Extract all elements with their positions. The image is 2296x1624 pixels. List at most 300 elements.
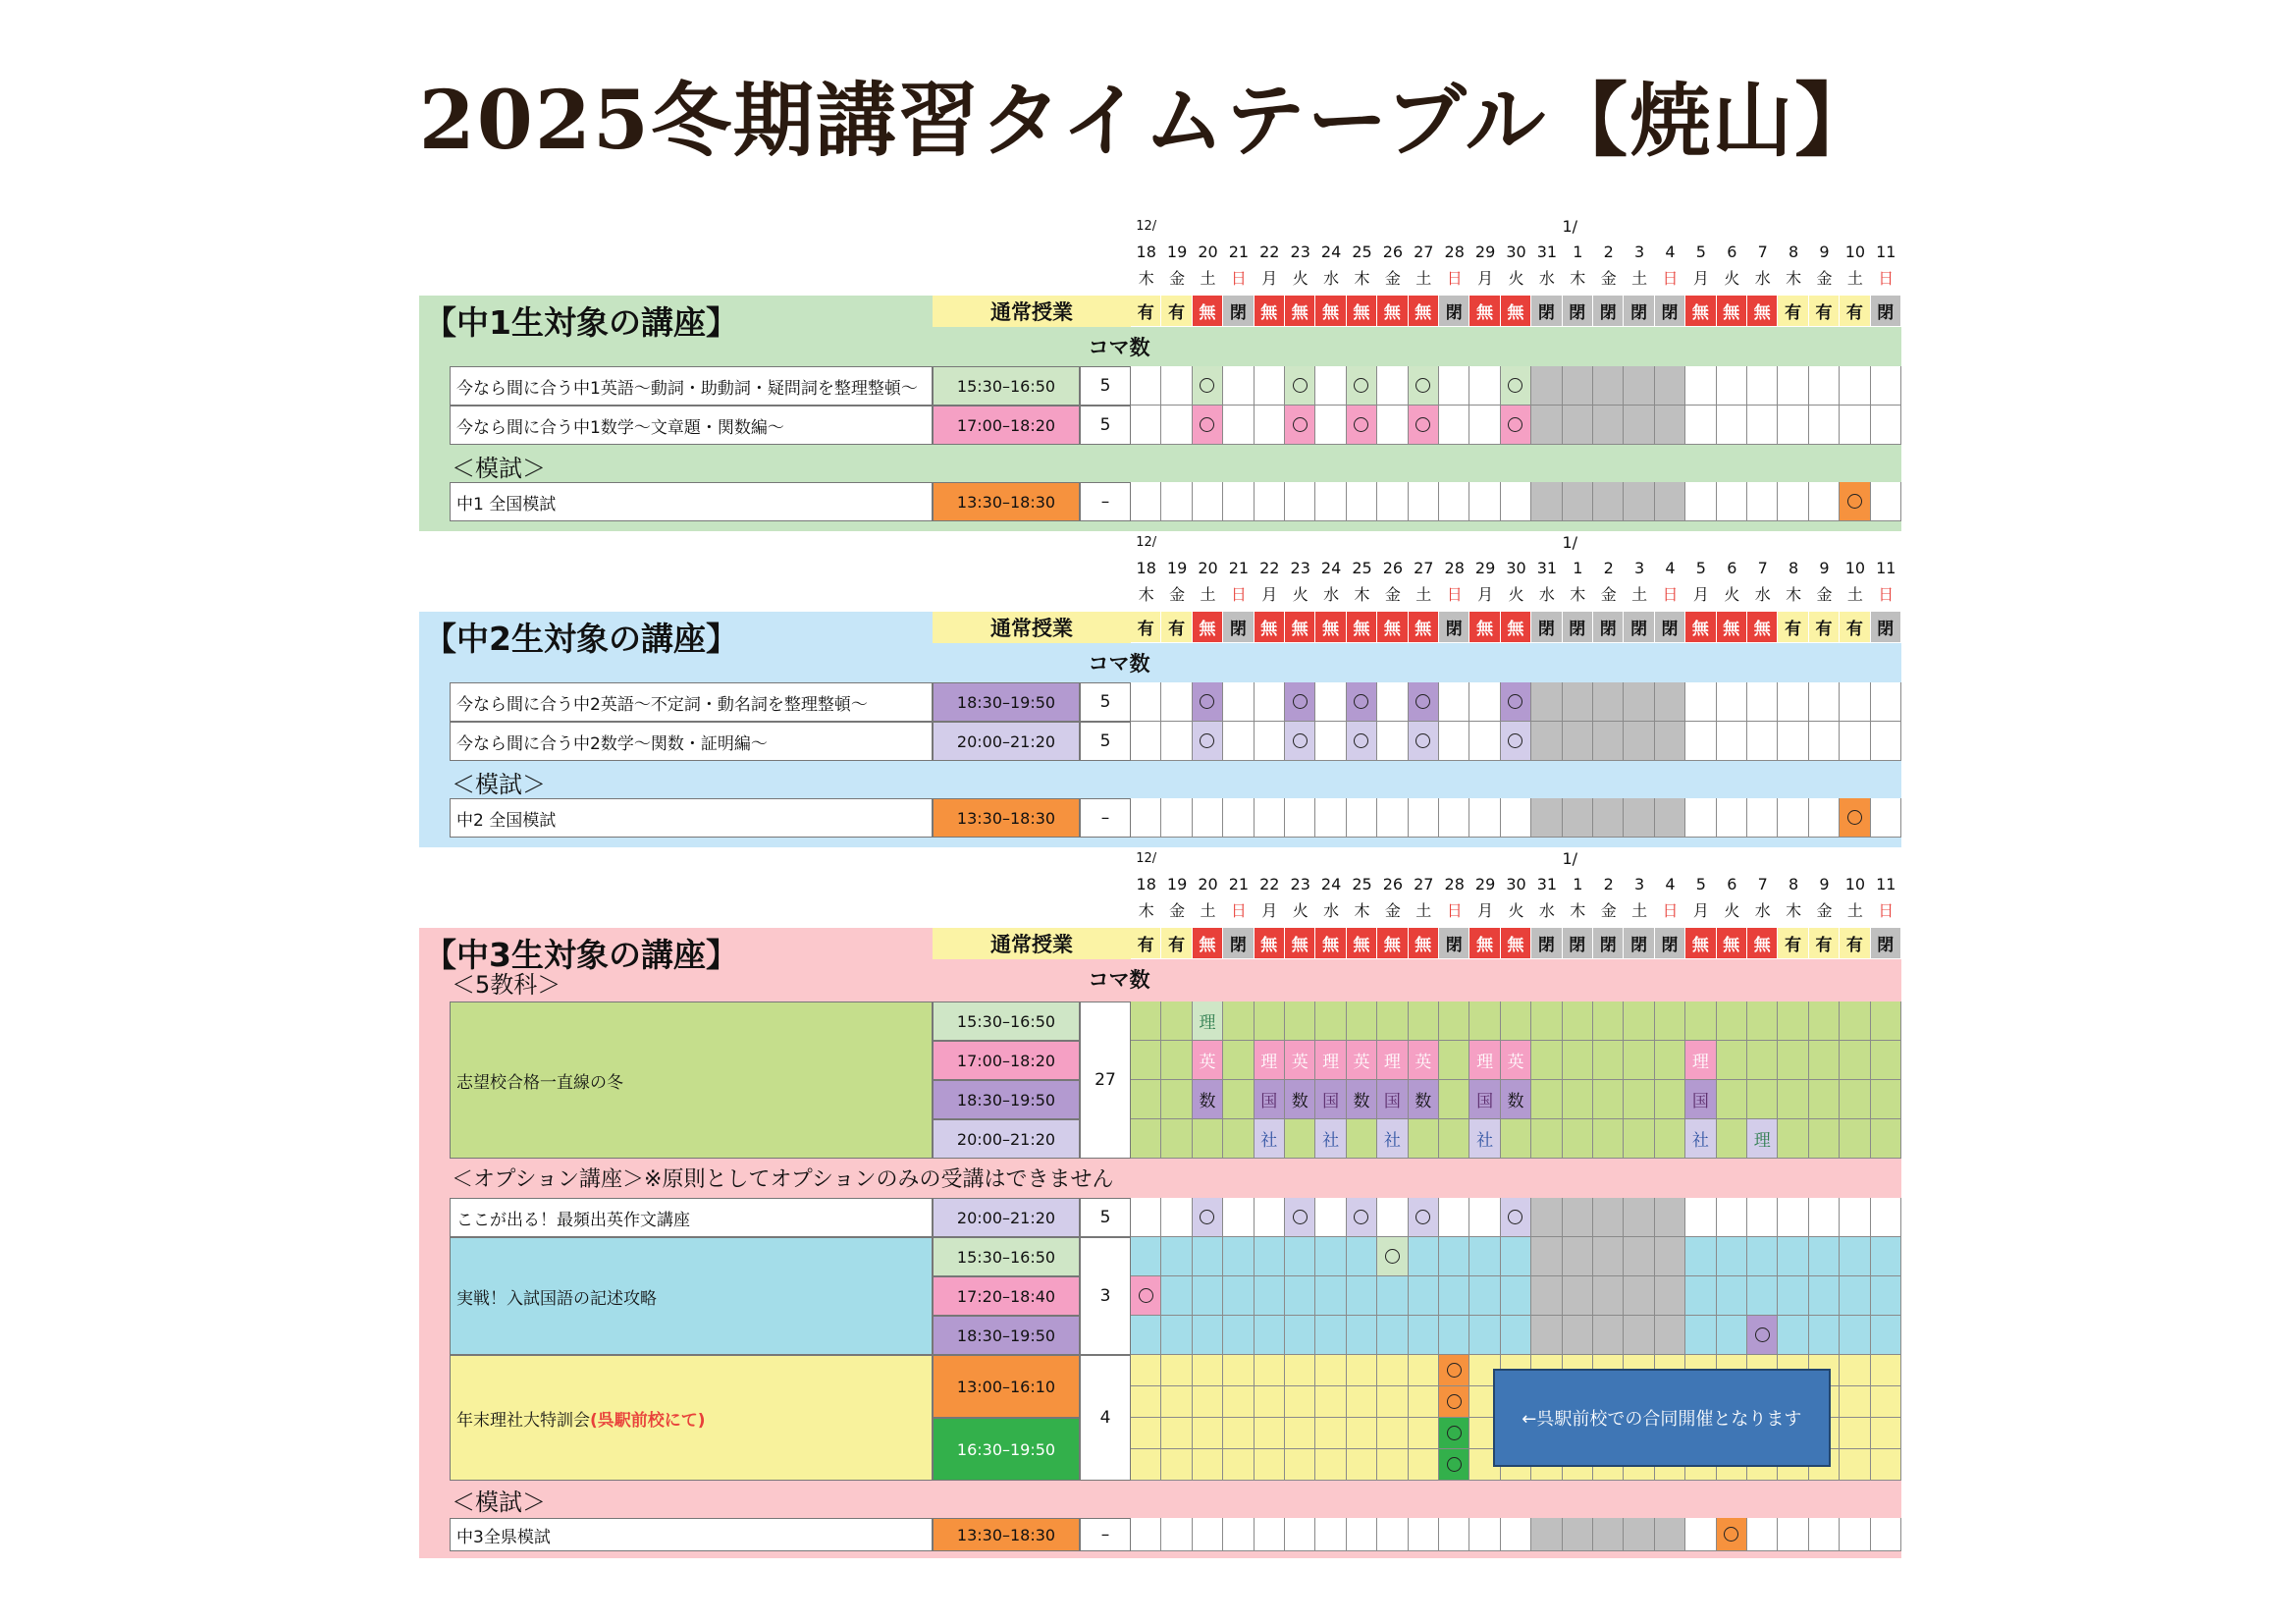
mock-label: ＜模試＞ [452, 455, 546, 482]
day-cell [1531, 1276, 1562, 1316]
weekday-label: 水 [1323, 585, 1340, 604]
day-cell [1347, 1198, 1377, 1237]
weekday-label: 金 [1384, 585, 1401, 604]
day-cell [1531, 366, 1562, 406]
day-cell [1255, 1316, 1285, 1355]
day-number: 28 [1444, 875, 1465, 893]
weekday-label: 木 [1570, 269, 1586, 288]
regular-status-cell: 有 [1161, 296, 1192, 327]
day-cell [1161, 1041, 1192, 1080]
day-cell [1223, 1449, 1254, 1481]
attend-mark [1200, 1210, 1214, 1224]
day-cell [1161, 682, 1192, 722]
day-cell [1531, 1518, 1562, 1551]
day-cell [1347, 1449, 1377, 1481]
section-title: 【中3生対象の講座】 [424, 936, 738, 974]
day-number: 8 [1788, 243, 1799, 261]
weekday-label: 日 [1446, 585, 1463, 604]
day-cell [1563, 1276, 1593, 1316]
weekday-label: 水 [1323, 901, 1340, 920]
day-number: 19 [1166, 559, 1188, 577]
day-cell [1871, 1001, 1901, 1041]
day-cell [1315, 1276, 1346, 1316]
day-cell [1193, 1386, 1223, 1418]
day-cell [1655, 482, 1685, 521]
day-cell: 国 [1377, 1080, 1408, 1119]
day-cell [1840, 1355, 1870, 1386]
day-cell [1223, 1355, 1254, 1386]
regular-status-cell: 無 [1347, 928, 1377, 959]
regular-status-cell: 有 [1840, 928, 1870, 959]
day-cell [1809, 798, 1840, 838]
day-cell [1871, 366, 1901, 406]
day-cell [1223, 366, 1254, 406]
day-cell [1593, 482, 1624, 521]
day-cell [1501, 682, 1531, 722]
day-cell [1347, 406, 1377, 445]
day-number: 2 [1603, 875, 1614, 893]
day-number: 7 [1757, 559, 1768, 577]
day-cell: 社 [1377, 1119, 1408, 1159]
weekday-label: 木 [1786, 269, 1802, 288]
attend-mark [1508, 1210, 1522, 1224]
regular-status-cell: 無 [1685, 612, 1716, 643]
day-cell [1563, 1518, 1593, 1551]
day-cell [1501, 1276, 1531, 1316]
regular-status-cell: 有 [1131, 296, 1161, 327]
day-cell [1778, 1080, 1808, 1119]
day-number: 26 [1382, 875, 1404, 893]
regular-status-cell: 無 [1685, 928, 1716, 959]
attend-mark [1724, 1527, 1738, 1542]
day-cell [1593, 1041, 1624, 1080]
regular-status-cell: 閉 [1871, 928, 1901, 959]
weekday-label: 日 [1878, 269, 1895, 288]
day-cell [1871, 1449, 1901, 1481]
day-cell [1469, 1198, 1500, 1237]
day-cell [1409, 798, 1439, 838]
day-cell [1223, 1119, 1254, 1159]
day-cell [1409, 1001, 1439, 1041]
day-cell: 国 [1315, 1080, 1346, 1119]
kokugo-time: 18:30–19:50 [933, 1316, 1080, 1355]
day-number: 18 [1136, 875, 1156, 893]
day-number: 27 [1414, 559, 1434, 577]
day-cell [1501, 1198, 1531, 1237]
day-cell: 英 [1409, 1041, 1439, 1080]
day-cell [1501, 482, 1531, 521]
day-cell [1655, 1080, 1685, 1119]
day-cell [1778, 1198, 1808, 1237]
day-cell [1871, 1316, 1901, 1355]
page-title: 2025冬期講習タイムテーブル【焼山】 [418, 74, 1878, 168]
day-cell [1439, 682, 1469, 722]
weekday-label: 木 [1786, 901, 1802, 920]
weekday-label: 日 [1230, 901, 1247, 920]
day-cell [1255, 1355, 1285, 1386]
day-cell [1285, 1119, 1315, 1159]
day-cell [1255, 1198, 1285, 1237]
day-cell [1193, 1119, 1223, 1159]
day-cell [1655, 1198, 1685, 1237]
day-cell [1315, 1418, 1346, 1449]
regular-status-cell: 有 [1778, 296, 1808, 327]
day-cell [1469, 1237, 1500, 1276]
day-cell [1347, 1001, 1377, 1041]
day-cell [1501, 366, 1531, 406]
day-cell [1501, 406, 1531, 445]
regular-status-cell: 有 [1131, 612, 1161, 643]
day-cell [1439, 406, 1469, 445]
day-number: 7 [1757, 243, 1768, 261]
regular-status-cell: 無 [1347, 296, 1377, 327]
day-cell [1778, 1276, 1808, 1316]
day-cell [1161, 1355, 1192, 1386]
regular-status-cell: 閉 [1439, 612, 1469, 643]
day-number: 9 [1819, 875, 1830, 893]
day-cell [1377, 1198, 1408, 1237]
day-cell [1409, 1119, 1439, 1159]
weekday-label: 火 [1508, 901, 1524, 920]
day-cell [1685, 1237, 1716, 1276]
day-cell [1377, 1449, 1408, 1481]
weekday-label: 金 [1816, 269, 1833, 288]
regular-status-cell: 閉 [1593, 296, 1624, 327]
regular-status-cell: 閉 [1655, 296, 1685, 327]
day-cell [1223, 1316, 1254, 1355]
regular-status-cell: 有 [1809, 296, 1840, 327]
day-cell [1501, 1237, 1531, 1276]
regular-status-cell: 無 [1717, 612, 1747, 643]
day-cell [1223, 798, 1254, 838]
regular-status-cell: 無 [1409, 928, 1439, 959]
day-number: 22 [1259, 559, 1280, 577]
month-label-dec: 12/ [1136, 851, 1157, 866]
day-cell: 社 [1255, 1119, 1285, 1159]
day-cell [1161, 1119, 1192, 1159]
day-cell [1593, 1119, 1624, 1159]
day-cell [1840, 1316, 1870, 1355]
weekday-label: 水 [1754, 901, 1771, 920]
regular-status-cell: 有 [1809, 928, 1840, 959]
mock-time: 13:30–18:30 [933, 798, 1080, 838]
day-cell [1131, 1316, 1161, 1355]
day-number: 5 [1695, 559, 1706, 577]
rika-name [450, 1355, 933, 1481]
day-cell [1717, 1198, 1747, 1237]
day-cell [1624, 682, 1654, 722]
day-cell [1347, 1237, 1377, 1276]
day-cell [1439, 1355, 1469, 1386]
regular-status-cell: 閉 [1624, 928, 1654, 959]
day-cell [1223, 1237, 1254, 1276]
weekday-label: 火 [1292, 901, 1308, 920]
day-cell [1624, 1237, 1654, 1276]
day-cell [1285, 1237, 1315, 1276]
regular-status-cell: 無 [1469, 296, 1500, 327]
day-cell: 英 [1501, 1041, 1531, 1080]
day-cell [1255, 682, 1285, 722]
weekday-label: 木 [1786, 585, 1802, 604]
day-cell [1624, 406, 1654, 445]
day-number: 21 [1228, 875, 1250, 893]
day-number: 1 [1573, 875, 1583, 893]
essay-koma: 5 [1080, 1198, 1131, 1237]
day-cell [1624, 1001, 1654, 1041]
regular-status-cell: 無 [1501, 612, 1531, 643]
weekday-label: 土 [1200, 901, 1216, 920]
day-cell: 数 [1193, 1080, 1223, 1119]
day-cell [1285, 1355, 1315, 1386]
day-cell [1223, 406, 1254, 445]
attend-mark [1293, 417, 1308, 432]
day-cell [1223, 1080, 1254, 1119]
day-cell [1563, 1198, 1593, 1237]
day-cell [1347, 1119, 1377, 1159]
day-cell [1161, 1001, 1192, 1041]
day-cell [1624, 1198, 1654, 1237]
day-cell [1840, 1237, 1870, 1276]
day-cell [1131, 1198, 1161, 1237]
attend-mark [1354, 733, 1368, 748]
day-cell [1377, 1518, 1408, 1551]
day-cell [1347, 482, 1377, 521]
day-cell [1809, 1316, 1840, 1355]
weekday-label: 日 [1230, 269, 1247, 288]
regular-status-cell: 無 [1409, 296, 1439, 327]
day-number: 30 [1506, 243, 1526, 261]
day-cell [1809, 722, 1840, 761]
weekday-label: 木 [1354, 901, 1370, 920]
weekday-label: 金 [1169, 585, 1186, 604]
weekday-label: 木 [1354, 585, 1370, 604]
day-cell [1531, 798, 1562, 838]
day-cell [1655, 682, 1685, 722]
day-cell [1563, 482, 1593, 521]
day-cell [1501, 798, 1531, 838]
regular-status-cell: 閉 [1531, 928, 1562, 959]
weekday-label: 水 [1538, 901, 1555, 920]
day-cell [1193, 1316, 1223, 1355]
day-cell [1161, 1316, 1192, 1355]
day-number: 5 [1695, 875, 1706, 893]
day-cell [1563, 1316, 1593, 1355]
day-cell [1778, 722, 1808, 761]
day-cell: 理 [1255, 1041, 1285, 1080]
weekday-label: 月 [1692, 901, 1709, 920]
day-cell: 理 [1193, 1001, 1223, 1041]
regular-status-cell: 無 [1193, 612, 1223, 643]
day-cell [1747, 798, 1778, 838]
day-number: 10 [1844, 243, 1866, 261]
day-cell [1285, 798, 1315, 838]
day-cell [1377, 1355, 1408, 1386]
day-cell [1439, 1386, 1469, 1418]
day-cell [1131, 1237, 1161, 1276]
mock-label: ＜模試＞ [452, 1489, 546, 1516]
day-cell [1193, 1198, 1223, 1237]
day-cell [1439, 1418, 1469, 1449]
day-cell [1193, 1418, 1223, 1449]
regular-status-cell: 有 [1778, 612, 1808, 643]
day-cell [1469, 366, 1500, 406]
day-cell [1193, 1518, 1223, 1551]
day-cell: 数 [1347, 1080, 1377, 1119]
day-cell [1315, 1316, 1346, 1355]
mock-name: 中1 全国模試 [450, 482, 933, 521]
kokugo-time: 15:30–16:50 [933, 1237, 1080, 1276]
regular-status-cell: 無 [1747, 296, 1778, 327]
day-cell [1131, 1418, 1161, 1449]
koma-label: コマ数 [1088, 652, 1150, 676]
day-cell [1439, 798, 1469, 838]
day-cell [1439, 1237, 1469, 1276]
month-label-jan: 1/ [1562, 533, 1578, 552]
day-cell [1285, 482, 1315, 521]
five-koma: 27 [1080, 1001, 1131, 1159]
day-cell [1409, 1449, 1439, 1481]
day-cell [1285, 366, 1315, 406]
regular-status-cell: 無 [1255, 612, 1285, 643]
day-cell [1409, 1386, 1439, 1418]
day-cell [1717, 366, 1747, 406]
day-cell [1563, 1119, 1593, 1159]
course-time: 15:30–16:50 [933, 366, 1080, 406]
day-number: 11 [1876, 243, 1896, 261]
day-cell [1717, 1237, 1747, 1276]
day-cell [1409, 406, 1439, 445]
day-cell [1685, 1518, 1716, 1551]
day-number: 28 [1444, 559, 1465, 577]
regular-status-cell: 無 [1377, 296, 1408, 327]
day-cell [1747, 1518, 1778, 1551]
day-cell [1377, 1316, 1408, 1355]
day-cell [1871, 1518, 1901, 1551]
day-cell [1315, 722, 1346, 761]
weekday-label: 月 [1692, 585, 1709, 604]
day-cell [1439, 366, 1469, 406]
day-cell [1624, 1041, 1654, 1080]
day-cell [1840, 482, 1870, 521]
course-koma: 5 [1080, 406, 1131, 445]
regular-status-cell: 無 [1315, 296, 1346, 327]
day-cell: 理 [1685, 1041, 1716, 1080]
day-cell [1315, 406, 1346, 445]
day-cell [1871, 406, 1901, 445]
weekday-label: 金 [1600, 901, 1617, 920]
day-cell [1193, 682, 1223, 722]
day-cell [1131, 482, 1161, 521]
day-number: 25 [1352, 875, 1372, 893]
day-cell [1531, 406, 1562, 445]
day-cell [1255, 722, 1285, 761]
attend-mark [1447, 1426, 1462, 1440]
regular-status-cell: 無 [1315, 928, 1346, 959]
day-cell [1563, 366, 1593, 406]
day-cell: 英 [1285, 1041, 1315, 1080]
day-number: 29 [1474, 875, 1496, 893]
regular-status-cell: 無 [1717, 928, 1747, 959]
day-cell [1161, 722, 1192, 761]
day-cell [1439, 1449, 1469, 1481]
weekday-label: 金 [1169, 269, 1186, 288]
regular-label: 通常授業 [933, 928, 1131, 959]
day-number: 11 [1876, 875, 1896, 893]
day-cell [1871, 1418, 1901, 1449]
day-number: 19 [1166, 875, 1188, 893]
regular-status-cell: 閉 [1655, 928, 1685, 959]
day-cell: 社 [1469, 1119, 1500, 1159]
regular-status-cell: 閉 [1563, 612, 1593, 643]
day-cell [1531, 1001, 1562, 1041]
regular-status-cell: 閉 [1223, 296, 1254, 327]
attend-mark [1415, 378, 1430, 393]
attend-mark [1508, 694, 1522, 709]
regular-status-cell: 閉 [1593, 928, 1624, 959]
day-cell [1624, 366, 1654, 406]
day-cell [1255, 1001, 1285, 1041]
day-cell [1531, 1041, 1562, 1080]
day-cell [1439, 1041, 1469, 1080]
day-cell [1409, 366, 1439, 406]
course-koma: 5 [1080, 682, 1131, 722]
day-cell [1593, 1237, 1624, 1276]
day-cell [1439, 1119, 1469, 1159]
attend-mark [1447, 1457, 1462, 1472]
attend-mark [1200, 694, 1214, 709]
day-cell [1161, 482, 1192, 521]
weekday-label: 木 [1138, 269, 1154, 288]
day-cell [1685, 722, 1716, 761]
day-cell [1778, 1518, 1808, 1551]
day-cell [1285, 1276, 1315, 1316]
day-cell: 国 [1469, 1080, 1500, 1119]
attend-mark [1508, 417, 1522, 432]
regular-status-cell: 無 [1747, 612, 1778, 643]
day-cell [1809, 1276, 1840, 1316]
weekday-label: 木 [1570, 585, 1586, 604]
essay-time: 20:00–21:20 [933, 1198, 1080, 1237]
day-cell [1439, 1316, 1469, 1355]
regular-status-cell: 無 [1469, 928, 1500, 959]
day-cell [1377, 1237, 1408, 1276]
day-cell [1809, 1119, 1840, 1159]
weekday-label: 土 [1415, 269, 1432, 288]
day-cell [1377, 406, 1408, 445]
day-cell [1501, 1316, 1531, 1355]
day-cell [1778, 682, 1808, 722]
attend-mark [1508, 378, 1522, 393]
day-number: 22 [1259, 875, 1280, 893]
weekday-label: 金 [1384, 269, 1401, 288]
day-number: 18 [1136, 559, 1156, 577]
weekday-label: 火 [1724, 585, 1740, 604]
mock-time: 13:30–18:30 [933, 1518, 1080, 1551]
regular-status-cell: 有 [1840, 296, 1870, 327]
regular-status-cell: 無 [1409, 612, 1439, 643]
day-cell [1347, 1316, 1377, 1355]
day-cell [1593, 682, 1624, 722]
day-cell [1624, 1518, 1654, 1551]
day-cell [1871, 1080, 1901, 1119]
weekday-label: 日 [1230, 585, 1247, 604]
day-cell [1347, 722, 1377, 761]
rika-venue: (呉駅前校にて) [590, 1410, 706, 1431]
day-cell [1624, 1316, 1654, 1355]
day-cell [1347, 682, 1377, 722]
day-cell [1747, 1041, 1778, 1080]
course-name: 今なら間に合う中1英語～動詞・助動詞・疑問詞を整理整頓～ [450, 366, 933, 406]
